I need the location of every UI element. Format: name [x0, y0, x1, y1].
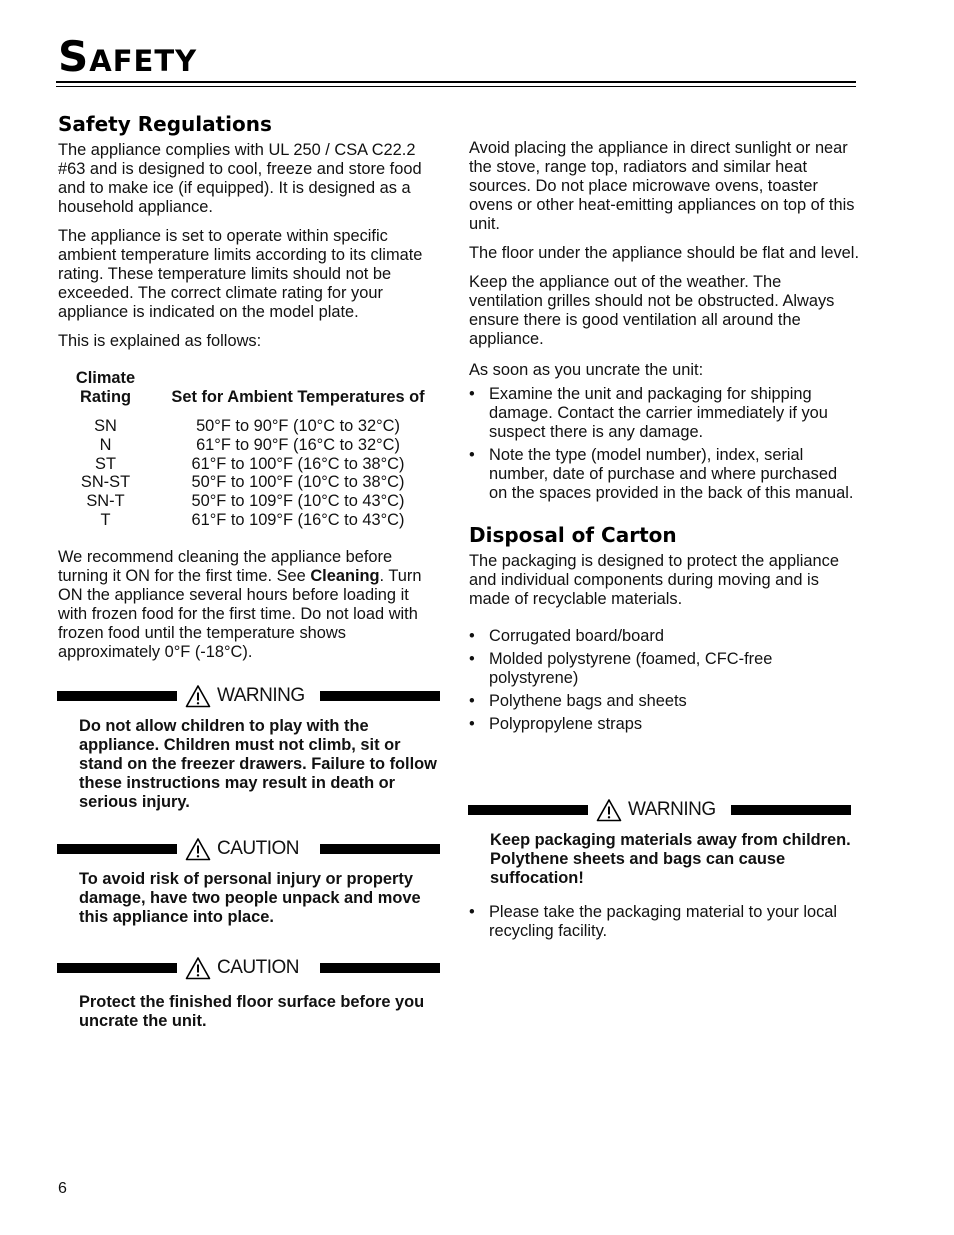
list-item: • Please take the packaging material to your local recycling facility. — [469, 903, 859, 941]
recycling-note — [469, 903, 859, 951]
banner-bar — [320, 691, 440, 701]
table-row — [58, 511, 433, 530]
table-header-climate-rating: Climate Rating — [75, 369, 136, 406]
temperature-cell: 61°F to 100°F (16°C to 38°C) — [191, 454, 405, 473]
section-heading-disposal-of-carton: Disposal of Carton — [469, 523, 677, 547]
list-item: • Polythene bags and sheets — [469, 692, 859, 711]
temperature-cell: 61°F to 90°F (16°C to 32°C) — [196, 435, 400, 454]
header-rule-thin — [56, 86, 856, 87]
temperature-cell: 50°F to 100°F (10°C to 38°C) — [191, 473, 405, 492]
table-row — [58, 473, 433, 492]
recycling-list — [469, 903, 859, 941]
paragraph: The appliance complies with UL 250 / CSA C22.2 #63 and is designed to cool, freeze and store food and to make ice (if equipped). It is designed as a household appliance. — [58, 141, 422, 216]
header-rule — [56, 81, 856, 83]
table-row — [58, 492, 433, 511]
caution-box — [57, 955, 440, 1031]
right-column — [469, 139, 859, 744]
caution-label: CAUTION — [217, 957, 299, 978]
banner-bar — [57, 963, 177, 973]
table-row — [58, 436, 433, 455]
caution-banner — [57, 955, 440, 981]
page-title: Safety — [58, 32, 198, 81]
climate-rating-cell: N — [99, 435, 112, 454]
paragraph: This is explained as follows: — [58, 332, 262, 350]
caution-text: To avoid risk of personal injury or property damage, have two people unpack and move this appliance into place. — [79, 870, 421, 926]
paragraph: The floor under the appliance should be flat and level. — [469, 244, 859, 262]
banner-bar — [468, 805, 588, 815]
warning-banner — [468, 797, 851, 823]
temperature-cell: 61°F to 109°F (16°C to 43°C) — [191, 510, 405, 529]
table-row — [58, 455, 433, 474]
caution-box — [57, 836, 440, 927]
warning-label: WARNING — [628, 799, 716, 820]
banner-bar — [731, 805, 851, 815]
temperature-cell: 50°F to 90°F (10°C to 32°C) — [196, 417, 400, 435]
banner-bar — [320, 844, 440, 854]
warning-box — [468, 797, 851, 888]
uncrate-list — [469, 385, 859, 503]
banner-bar — [57, 691, 177, 701]
climate-rating-cell: SN-T — [86, 492, 125, 511]
text-run: We recommend cleaning the appliance before turning it ON for the first time. See — [58, 547, 393, 585]
warning-banner — [57, 683, 440, 709]
warning-text: Keep packaging materials away from children. Polythene sheets and bags can cause suffocation! — [490, 831, 851, 887]
climate-rating-cell: ST — [95, 454, 116, 473]
page-number: 6 — [58, 1180, 67, 1197]
climate-rating-table — [58, 369, 433, 530]
paragraph-cleaning — [58, 548, 438, 662]
list-item: • Corrugated board/board — [469, 627, 859, 646]
caution-label: CAUTION — [217, 838, 299, 859]
paragraph: As soon as you uncrate the unit: — [469, 361, 704, 379]
banner-bar — [320, 963, 440, 973]
section-heading-safety-regulations: Safety Regulations — [58, 112, 272, 136]
paragraph: Avoid placing the appliance in direct sunlight or near the stove, range top, radiators and similar heat sources. Do not place microwave ovens, toaster ovens or other heat-emitting appliances on top of this unit. — [469, 139, 855, 233]
table-header-ambient-temperatures: Set for Ambient Temperatures of — [171, 388, 425, 406]
list-item: • Molded polystyrene (foamed, CFC-free polystyrene) — [469, 650, 859, 688]
warning-label: WARNING — [217, 685, 305, 706]
climate-rating-cell: SN-ST — [80, 473, 131, 492]
table-row — [58, 417, 433, 436]
warning-text: Do not allow children to play with the appliance. Children must not climb, sit or stand on the freezer drawers. Failure to follow these instructions may result in death or serious injury. — [79, 717, 437, 811]
list-item: • Examine the unit and packaging for shipping damage. Contact the carrier immediately if you suspect there is any damage. — [469, 385, 859, 442]
paragraph: The appliance is set to operate within specific ambient temperature limits according to its climate rating. These temperature limits should not be exceeded. The correct climate rating for your appliance is indicated on the model plate. — [58, 227, 423, 321]
warning-triangle-icon — [185, 684, 211, 708]
warning-triangle-icon — [596, 798, 622, 822]
temperature-cell: 50°F to 109°F (10°C to 43°C) — [191, 492, 405, 511]
materials-list — [469, 627, 859, 734]
caution-triangle-icon — [185, 837, 211, 861]
caution-triangle-icon — [185, 956, 211, 980]
caution-banner — [57, 836, 440, 862]
paragraph: Keep the appliance out of the weather. The ventilation grilles should not be obstructed. Always ensure there is good ventilation all around the appliance. — [469, 273, 835, 348]
climate-rating-cell: T — [100, 510, 111, 529]
banner-bar — [57, 844, 177, 854]
caution-text: Protect the finished floor surface before you uncrate the unit. — [79, 993, 425, 1030]
left-column — [58, 112, 438, 672]
cleaning-reference: Cleaning — [310, 566, 380, 585]
list-item: • Polypropylene straps — [469, 715, 859, 734]
warning-box — [57, 683, 440, 812]
text-run: . Turn ON the appliance several hours before loading it with frozen food for the first time. Do not load with frozen food until the temperature shows approximately 0°F (-18°C). — [58, 566, 422, 661]
paragraph: The packaging is designed to protect the appliance and individual components during moving and is made of recyclable materials. — [469, 552, 839, 608]
climate-rating-cell: SN — [94, 417, 117, 435]
list-item: • Note the type (model number), index, serial number, date of purchase and where purchased on the spaces provided in the back of this manual. — [469, 446, 859, 503]
